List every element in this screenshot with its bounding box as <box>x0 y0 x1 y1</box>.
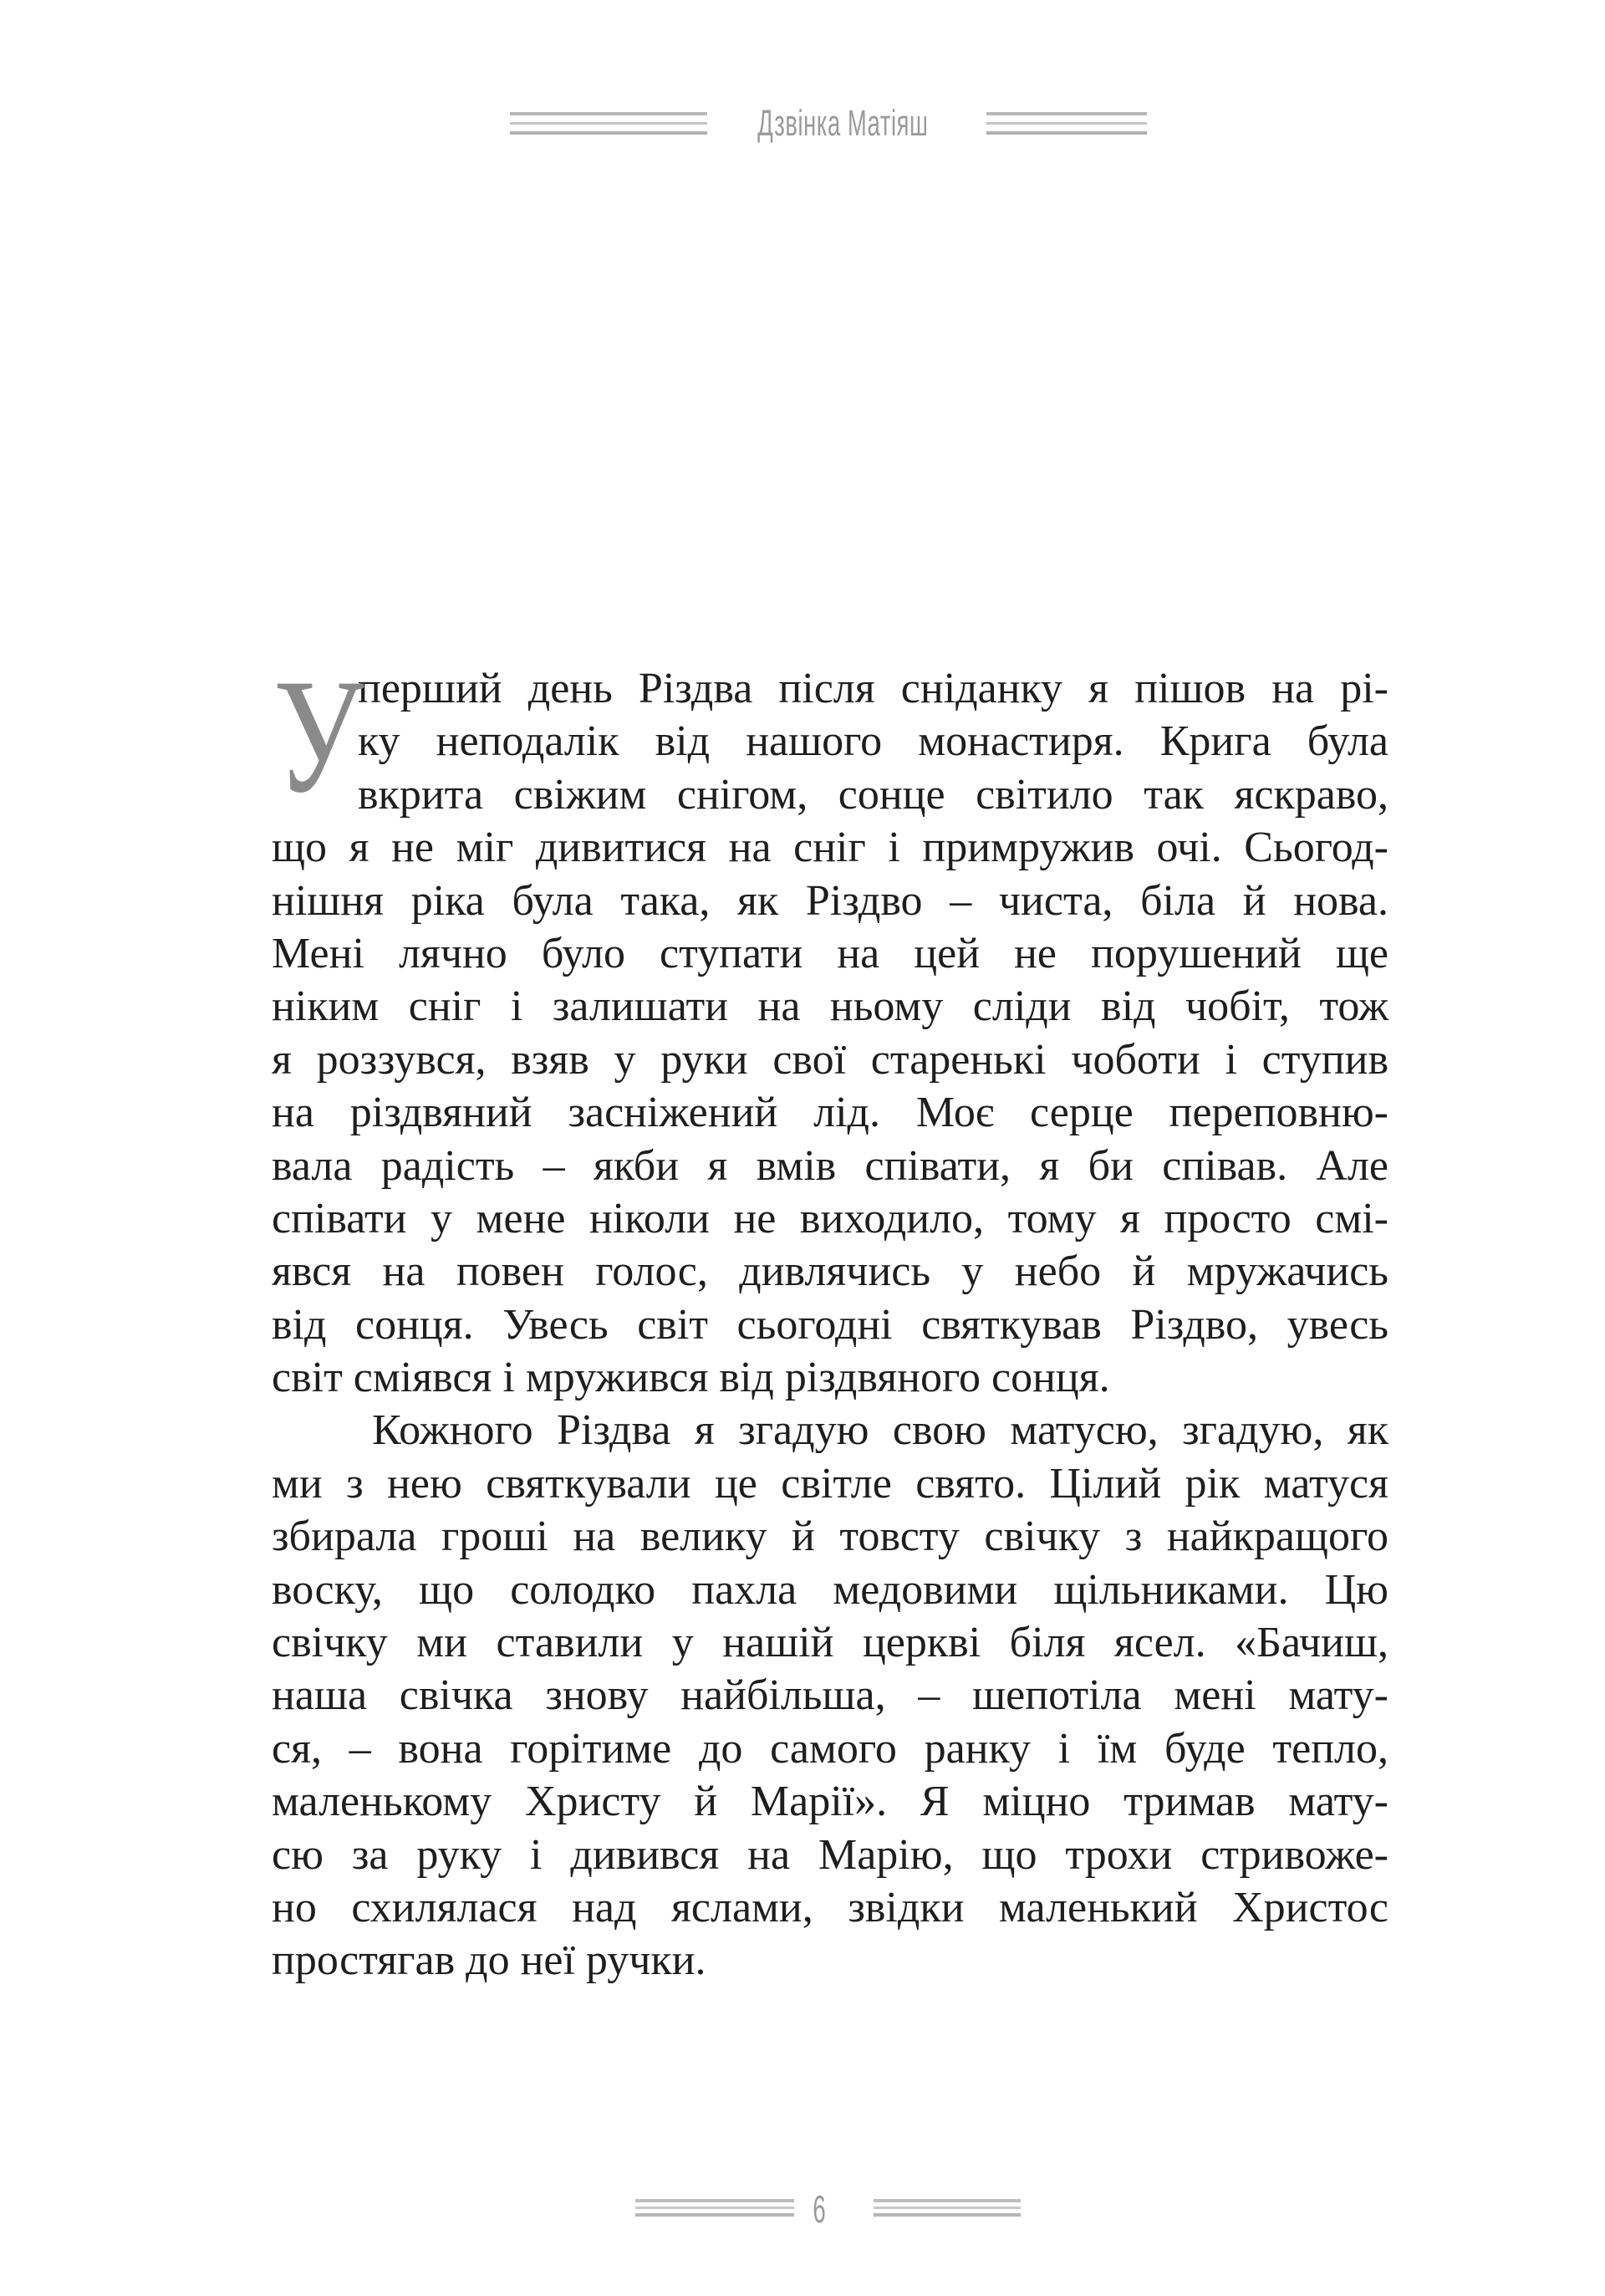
text-line: перший день Різдва після сніданку я пішов на рі- <box>358 665 1388 712</box>
paragraph-1 <box>272 645 1388 1404</box>
text-line: ніким сніг і залишати на ньому сліди від чобіт, тож <box>272 982 1388 1031</box>
text-line: я роззувся, взяв у руки свої старенькі чоботи і ступив <box>272 1035 1388 1084</box>
text-line: но схилялася над яслами, звідки маленький Христос <box>272 1883 1388 1931</box>
text-line: збирала гроші на велику й товсту свічку з найкращого <box>272 1513 1388 1561</box>
body-text <box>272 645 1388 1987</box>
text-line: вкрита свіжим снігом, сонце світило так яскраво, <box>358 770 1388 819</box>
page-footer <box>0 2179 1605 2229</box>
text-line: світ сміявся і мружився від різдвяного сонця. <box>272 1354 1110 1402</box>
text-line: ся, – вона горітиме до самого ранку і їм буде тепло, <box>272 1724 1388 1773</box>
footer-rule-right <box>874 2199 1021 2217</box>
text-line: явся на повен голос, дивлячись у небо й мружачись <box>272 1247 1388 1296</box>
footer-rule-left <box>635 2199 794 2217</box>
header-rule-right <box>986 112 1147 135</box>
text-line: ми з нею святкували це світле свято. Цілий рік матуся <box>272 1459 1388 1508</box>
author-name: Дзвінка Матіяш <box>757 103 929 144</box>
text-line: сю за руку і дивився на Марію, що трохи стривоже- <box>272 1830 1388 1879</box>
text-line: маленькому Христу й Марії». Я міцно тримав мату- <box>272 1778 1388 1826</box>
page-number: 6 <box>813 2187 826 2231</box>
text-line: на різдвяний засніжений лід. Моє серце переповню- <box>272 1089 1388 1137</box>
paragraph-2 <box>272 1404 1388 1987</box>
text-line: Кожного Різдва я згадую свою матусю, згадую, як <box>372 1406 1388 1455</box>
text-line: вала радість – якби я вмів співати, я би співав. Але <box>272 1141 1388 1190</box>
running-head <box>0 99 1605 149</box>
header-rule-left <box>510 112 707 135</box>
text-line: що я не міг дивитися на сніг і примружив очі. Сьогод- <box>272 824 1388 872</box>
text-line: Мені лячно було ступати на цей не порушений ще <box>272 929 1388 977</box>
text-line: простягав до неї ручки. <box>272 1936 706 1985</box>
text-line: свічку ми ставили у нашій церкві біля ясел. «Бачиш, <box>272 1619 1388 1667</box>
text-line: нішня ріка була така, як Різдво – чиста, біла й нова. <box>272 876 1388 925</box>
text-line: воску, що солодко пахла медовими щільниками. Цю <box>272 1565 1388 1614</box>
drop-cap: У <box>273 645 364 827</box>
text-line: співати у мене ніколи не виходило, тому я просто смі- <box>272 1194 1388 1242</box>
text-line: наша свічка знову найбільша, – шепотіла мені мату- <box>272 1671 1388 1720</box>
text-line: від сонця. Увесь світ сьогодні святкував Різдво, увесь <box>272 1300 1388 1349</box>
text-line: ку неподалік від нашого монастиря. Крига була <box>358 717 1388 766</box>
